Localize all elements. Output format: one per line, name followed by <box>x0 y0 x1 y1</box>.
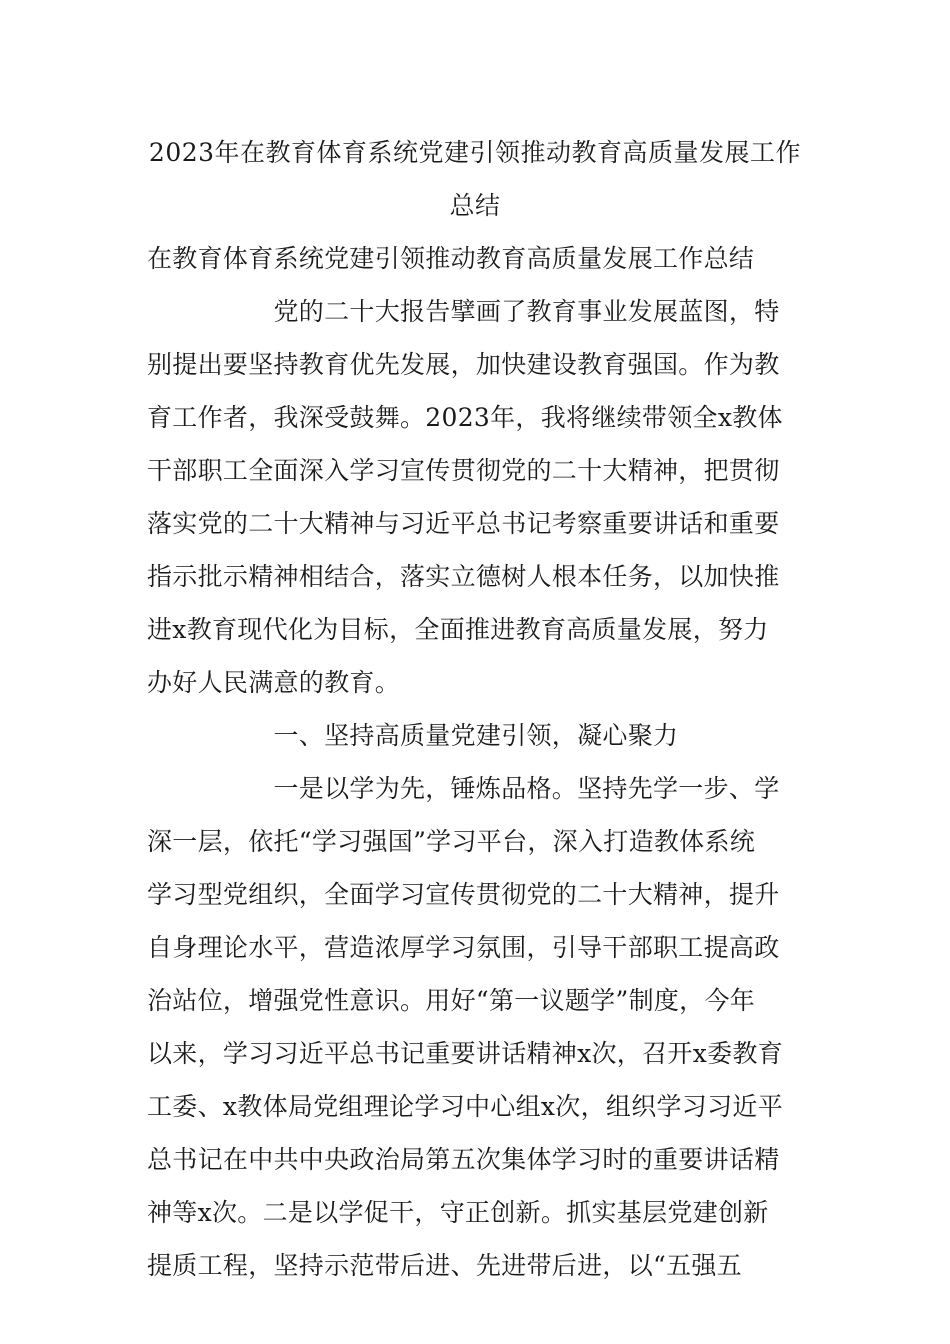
document-title-line2: 总结 <box>449 191 501 220</box>
body-line: 育工作者，我深受鼓舞。2023年，我将继续带领全x教体 <box>147 403 783 432</box>
body-line: 工委、x教体局党组理论学习中心组x次，组织学习习近平 <box>147 1092 784 1121</box>
section-heading: 一、坚持高质量党建引领，凝心聚力 <box>147 721 679 750</box>
body-line: 进x教育现代化为目标，全面推进教育高质量发展，努力 <box>147 615 769 644</box>
body-line: 党的二十大报告擘画了教育事业发展蓝图，特 <box>147 297 780 326</box>
body-line: 落实党的二十大精神与习近平总书记考察重要讲话和重要 <box>147 509 780 538</box>
body-line: 学习型党组织，全面学习宣传贯彻党的二十大精神，提升 <box>147 880 780 909</box>
body-line: 神等x次。二是以学促干，守正创新。抓实基层党建创新 <box>147 1198 769 1227</box>
document-subtitle: 在教育体育系统党建引领推动教育高质量发展工作总结 <box>147 244 755 273</box>
body-line: 治站位，增强党性意识。用好“第一议题学”制度，今年 <box>147 986 756 1015</box>
body-line: 总书记在中共中央政治局第五次集体学习时的重要讲话精 <box>147 1145 780 1174</box>
body-line: 指示批示精神相结合，落实立德树人根本任务，以加快推 <box>147 562 780 591</box>
body-line: 提质工程，坚持示范带后进、先进带后进，以“五强五 <box>147 1251 742 1280</box>
body-line: 深一层，依托“学习强国”学习平台，深入打造教体系统 <box>147 827 756 856</box>
document-title-line1: 2023年在教育体育系统党建引领推动教育高质量发展工作 <box>148 138 802 167</box>
body-line: 自身理论水平，营造浓厚学习氛围，引导干部职工提高政 <box>147 933 780 962</box>
body-line: 办好人民满意的教育。 <box>147 668 401 697</box>
body-line: 以来，学习习近平总书记重要讲话精神x次，召开x委教育 <box>147 1039 784 1068</box>
body-line: 一是以学为先，锤炼品格。坚持先学一步、学 <box>147 774 780 803</box>
body-line: 干部职工全面深入学习宣传贯彻党的二十大精神，把贯彻 <box>147 456 780 485</box>
body-line: 别提出要坚持教育优先发展，加快建设教育强国。作为教 <box>147 350 780 379</box>
